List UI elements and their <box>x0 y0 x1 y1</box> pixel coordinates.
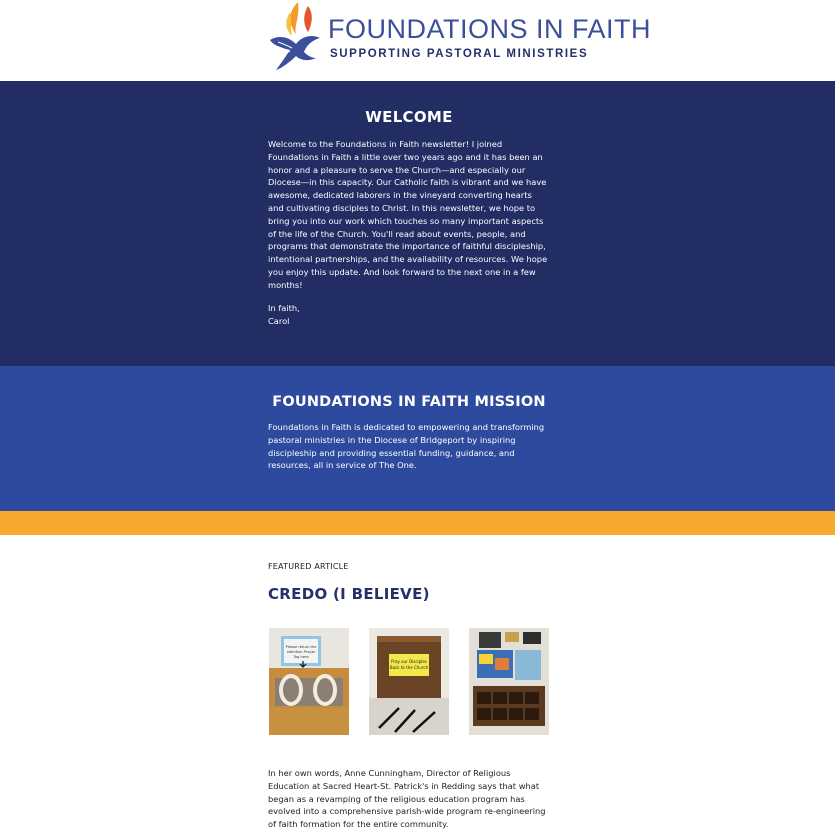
mission-body: Foundations in Faith is dedicated to empowering and transforming pastoral ministries in the Diocese of Bridgeport by inspiring discipleship and providing essential funding, guidance, and resources, all in service of The One. <box>268 422 545 471</box>
photo2-sign-text-2: Back to the Church <box>389 665 429 670</box>
foundations-in-faith-logo[interactable] <box>268 0 652 72</box>
logo-subtitle: SUPPORTING PASTORAL MINISTRIES <box>330 48 589 60</box>
article-body: In her own words, Anne Cunningham, Director of Religious Education at Sacred Heart-St. Patrick's in Redding says that what began as a revamping of the religious education program has evolved into a comprehensive parish-wide program re-engineering of faith formation for the entire community. <box>268 768 546 830</box>
mission-section <box>0 366 835 511</box>
photo1-sign-text-3: Tag here <box>293 655 309 659</box>
signoff-name: Carol <box>268 315 290 326</box>
article-photo-prayer-box[interactable] <box>369 628 449 735</box>
welcome-signoff <box>268 302 550 328</box>
article-photo-resource-shelf[interactable] <box>469 628 549 735</box>
dove-flame-icon <box>268 0 324 72</box>
featured-article-label: FEATURED ARTICLE <box>268 562 349 571</box>
welcome-section <box>0 81 835 366</box>
newsletter-header <box>0 0 835 81</box>
photo1-sign-text-2: Intention Prayer <box>286 650 316 654</box>
accent-divider <box>0 511 835 535</box>
welcome-heading: WELCOME <box>365 108 453 126</box>
photo1-sign-text: Please return the <box>285 645 317 649</box>
welcome-column <box>268 81 550 366</box>
prayer-box-image <box>369 628 449 735</box>
article-title[interactable]: CREDO (I BELIEVE) <box>268 585 430 603</box>
mission-heading: FOUNDATIONS IN FAITH MISSION <box>272 394 546 410</box>
mission-column <box>268 366 550 511</box>
article-photo-prayer-tags[interactable] <box>269 628 349 735</box>
featured-article-section <box>0 535 835 836</box>
resource-shelf-image <box>469 628 549 735</box>
prayer-tag-box-image <box>269 628 349 735</box>
signoff-line-1: In faith, <box>268 303 300 313</box>
photo2-sign-text: Pray our Disciples <box>391 659 427 664</box>
welcome-body: Welcome to the Foundations in Faith newsletter! I joined Foundations in Faith a little over two years ago and it has been an honor and a pleasure to serve the Church—and especially our Diocese—in this capacity. Our Catholic faith is vibrant and we have awesome, dedicated laborers in the vineyard converting hearts and cultivating disciples to Christ. In this newsletter, we hope to bring you into our work which touches so many important aspects of the life of the Church. You'll read about events, people, and programs that demonstrate the importance of faithful discipleship, intentional partnerships, and the availability of resources. We hope you enjoy this update. And look forward to the next one in a few months! <box>268 139 548 290</box>
logo-title: FOUNDATIONS IN FAITH <box>328 14 652 44</box>
